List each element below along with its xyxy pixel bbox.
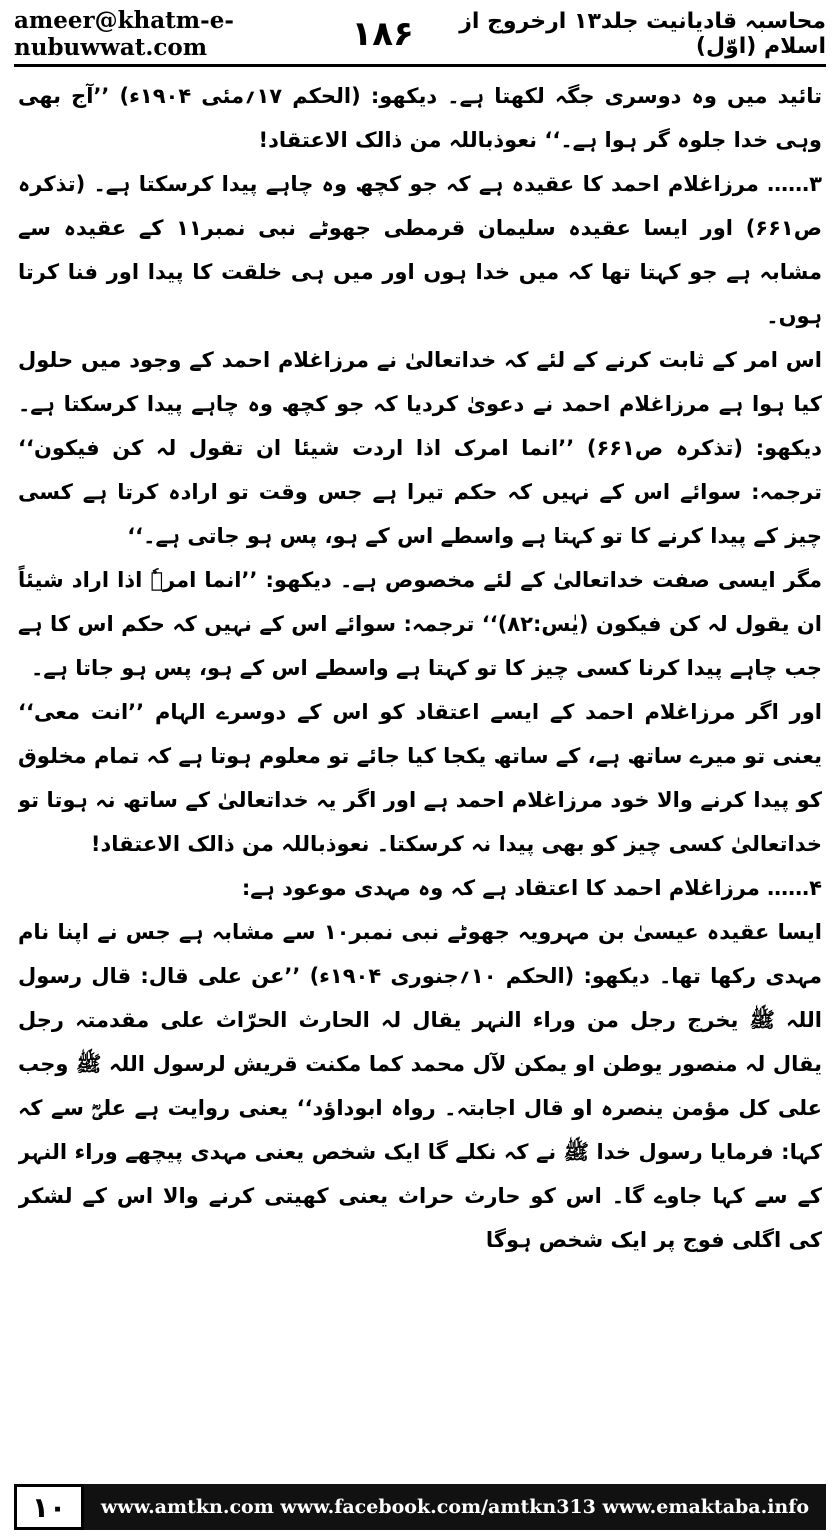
paragraph: مگر ایسی صفت خداتعالیٰ کے لئے مخصوص ہے۔ دیکھو: ’’انما امرہٗ اذا اراد شیئاً ان یقول لہ کن فیکون (یٰس:۸۲)‘‘ ترجمہ: سوائے اس کے نہیں کہ حکم اس کا ہے جب چاہے پیدا کرنا کسی چیز کا تو کہتا ہے واسطے اس کے ہو، پس ہو جاتا ہے۔ xyxy=(18,568,822,680)
paragraph: ۳…… مرزاغلام احمد کا عقیدہ ہے کہ جو کچھ وہ چاہے پیدا کرسکتا ہے۔ (تذکرہ ص۶۶۱) اور ایسا عقیدہ سلیمان قرمطی جھوٹے نبی نمبر۱۱ کے عقیدہ سے مشابہ ہے جو کہتا تھا کہ میں خدا ہوں اور میں ہی خلقت کا پیدا اور فنا کرتا ہوں۔ xyxy=(18,172,822,328)
paragraph: اس امر کے ثابت کرنے کے لئے کہ خداتعالیٰ نے مرزاغلام احمد کے وجود میں حلول کیا ہوا ہے مرزاغلام احمد نے دعویٰ کردیا کہ جو کچھ وہ چاہے پیدا کرسکتا ہے۔ دیکھو: (تذکرہ ص۶۶۱) ’’انما امرک اذا اردت شیئا ان تقول لہ کن فیکون‘‘ ترجمہ: سوائے اس کے نہیں کہ حکم تیرا ہے جس وقت تو ارادہ کرتا ہے کسی چیز کے پیدا کرنے کا تو کہتا ہے واسطے اس کے ہو، پس ہو جاتی ہے۔‘‘ xyxy=(18,348,822,548)
paragraph: تائید میں وہ دوسری جگہ لکھتا ہے۔ دیکھو: (الحکم ۱۷؍مئی ۱۹۰۴ء) ’’آج بھی وہی خدا جلوہ گر ہوا ہے۔‘‘ نعوذباللہ من ذالک الاعتقاد! xyxy=(18,84,822,152)
paragraph: اور اگر مرزاغلام احمد کے ایسے اعتقاد کو اس کے دوسرے الہام ’’انت معی‘‘ یعنی تو میرے ساتھ ہے، کے ساتھ یکجا کیا جائے تو معلوم ہوتا ہے کہ تمام مخلوق کو پیدا کرنے والا خود مرزاغلام احمد ہے اور اگر یہ خداتعالیٰ کے ساتھ نہ ہوتا تو خداتعالیٰ کسی چیز کو بھی پیدا نہ کرسکتا۔ نعوذباللہ من ذالک الاعتقاد! xyxy=(18,700,822,856)
header-divider xyxy=(14,64,826,67)
page-body xyxy=(18,74,822,1468)
footer-page-box xyxy=(14,1484,84,1530)
header-email: ameer@khatm-e-nubuwwat.com xyxy=(14,7,234,61)
section-heading: ۴…… مرزاغلام احمد کا اعتقاد ہے کہ وہ مہدی موعود ہے: xyxy=(241,876,822,900)
page-footer xyxy=(14,1484,826,1530)
page-header xyxy=(14,8,826,60)
footer-links: www.amtkn.com www.facebook.com/amtkn313 www.emaktaba.info xyxy=(100,1496,810,1518)
header-page-number: ۱۸۶ xyxy=(351,14,414,54)
paragraph: ایسا عقیدہ عیسیٰ بن مہرویہ جھوٹے نبی نمبر۱۰ سے مشابہ ہے جس نے اپنا نام مہدی رکھا تھا۔ دیکھو: (الحکم ۱۰؍جنوری ۱۹۰۴ء) ’’عن علی قال: قال رسول اللہ ﷺ یخرج رجل من وراء النہر یقال لہ الحارث الحرّاث علی مقدمتہ رجل یقال لہ منصور یوطن او یمکن لآل محمد کما مکنت قریش لرسول اللہ ﷺ وجب علی کل مؤمن ینصرہ او قال اجابتہ۔ رواہ ابوداؤد‘‘ یعنی روایت ہے علیؓ سے کہ کہا: فرمایا رسول خدا ﷺ نے کہ نکلے گا ایک شخص یعنی مہدی پیچھے وراء النہر کے سے کہا جاوے گا۔ اس کو حارث حراث یعنی کھیتی کرنے والا اس کے لشکر کی اگلی فوج پر ایک شخص ہوگا xyxy=(18,920,822,1252)
footer-page-number: ۱۰ xyxy=(31,1490,67,1524)
header-book-title: محاسبہ قادیانیت جلد۱۳ ارخروج از اسلام (اوّل) xyxy=(459,9,826,59)
